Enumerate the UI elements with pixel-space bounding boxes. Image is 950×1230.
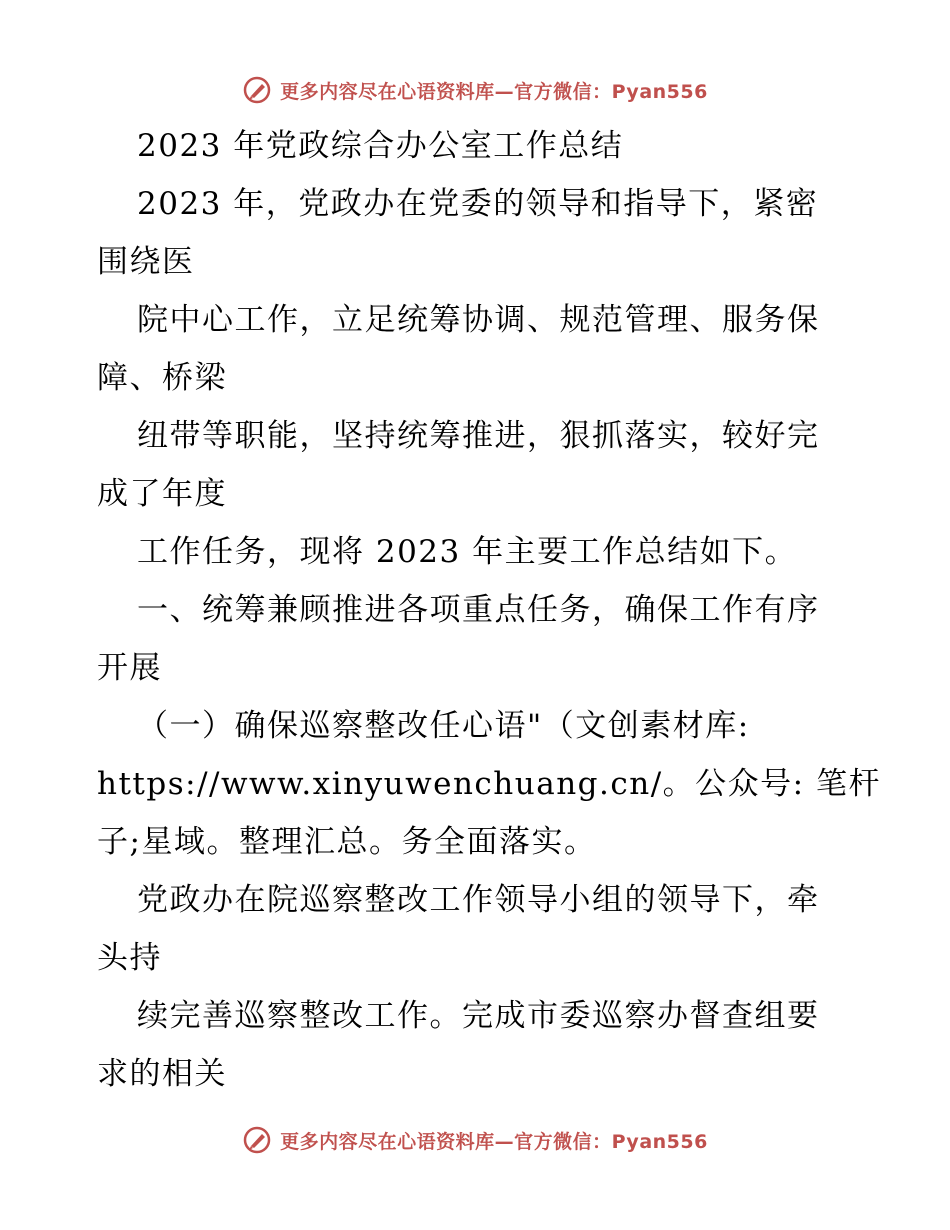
pen-circle-logo-icon xyxy=(242,75,272,105)
paragraph-line: 围绕医 xyxy=(97,244,195,280)
paragraph-line: 障、桥梁 xyxy=(97,360,227,396)
footer-watermark-banner xyxy=(0,1122,950,1158)
section-heading-line: 一、统筹兼顾推进各项重点任务，确保工作有序 xyxy=(137,592,820,628)
pen-circle-logo-icon xyxy=(242,1125,272,1155)
paragraph-line: 工作任务，现将 2023 年主要工作总结如下。 xyxy=(137,534,798,570)
header-watermark-text: 更多内容尽在心语资料库—官方微信：Pyan556 xyxy=(280,80,708,103)
paragraph-line: 院中心工作，立足统筹协调、规范管理、服务保 xyxy=(137,302,820,338)
paragraph-line: 求的相关 xyxy=(97,1056,227,1092)
paragraph-line: 子;星域。整理汇总。务全面落实。 xyxy=(97,824,597,860)
paragraph-line: 头持 xyxy=(97,940,162,976)
paragraph-line: 续完善巡察整改工作。完成市委巡察办督查组要 xyxy=(137,998,820,1034)
document-title: 2023 年党政综合办公室工作总结 xyxy=(137,128,624,164)
header-watermark-banner xyxy=(0,72,950,108)
paragraph-line: 成了年度 xyxy=(97,476,227,512)
subsection-heading-line: （一）确保巡察整改任心语"（文创素材库: xyxy=(137,708,750,744)
paragraph-line: 纽带等职能，坚持统筹推进，狠抓落实，较好完 xyxy=(137,418,820,454)
paragraph-line: 党政办在院巡察整改工作领导小组的领导下，牵 xyxy=(137,882,820,918)
section-heading-line: 开展 xyxy=(97,650,162,686)
paragraph-line: 2023 年，党政办在党委的领导和指导下，紧密 xyxy=(137,186,819,222)
paragraph-line: https://www.xinyuwenchuang.cn/。公众号: 笔杆 xyxy=(97,766,881,802)
footer-watermark-text: 更多内容尽在心语资料库—官方微信：Pyan556 xyxy=(280,1130,708,1153)
